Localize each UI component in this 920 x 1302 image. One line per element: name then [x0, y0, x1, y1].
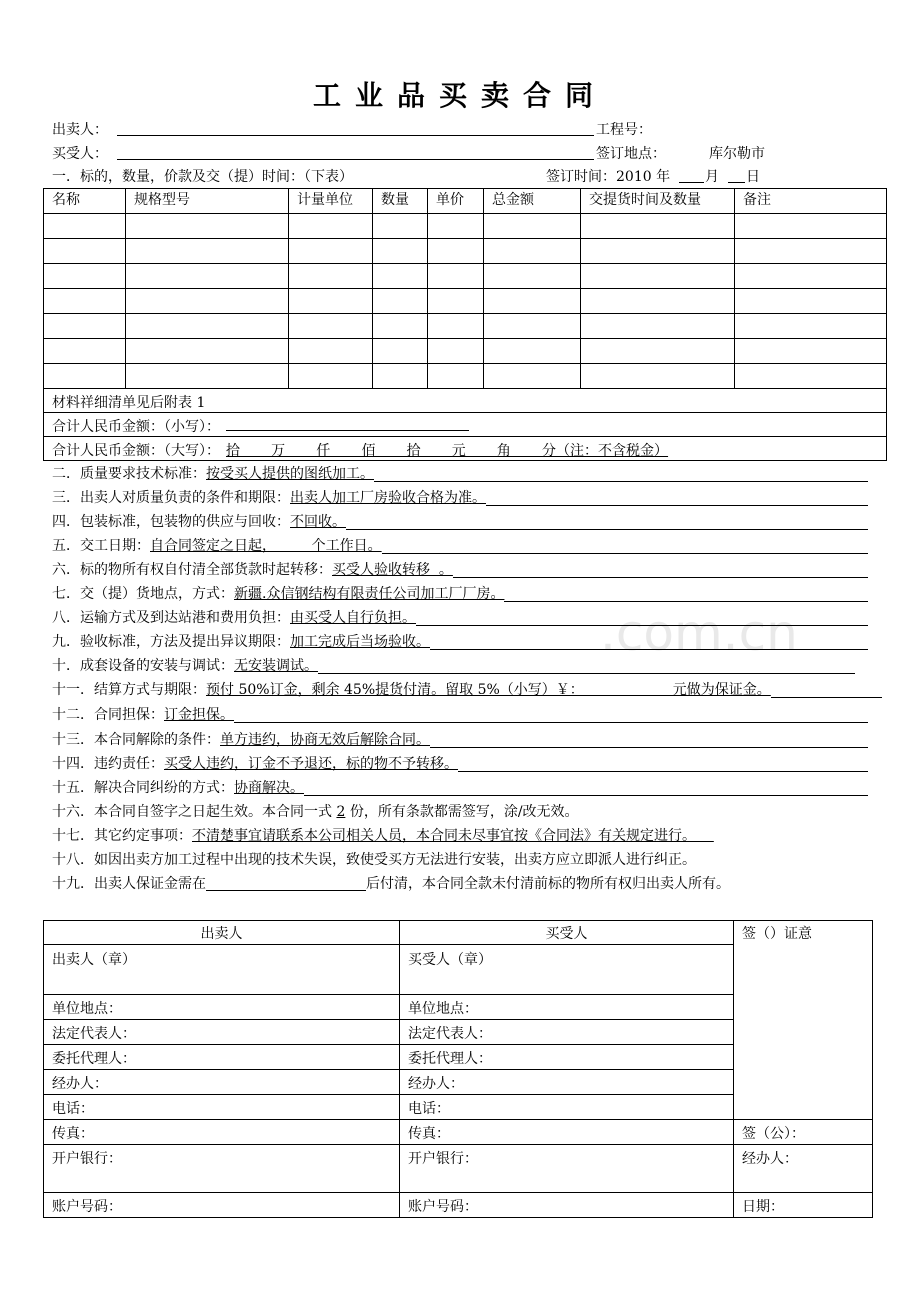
seller-column-header: 出卖人: [44, 921, 400, 945]
month-input-line[interactable]: [679, 182, 704, 183]
clause-fill-line: [771, 697, 882, 698]
clause-value[interactable]: 由买受人自行负担。: [290, 610, 416, 626]
clause-value[interactable]: 自合同签定之日起， 个工作日。: [150, 538, 382, 554]
seller-handler[interactable]: 经办人：: [44, 1070, 400, 1095]
total-small-input[interactable]: [226, 416, 469, 431]
clause-13: [52, 731, 430, 749]
table-row[interactable]: [44, 364, 887, 389]
clause-19-deadline-input[interactable]: [206, 875, 366, 891]
seller-input-line[interactable]: [117, 135, 594, 136]
buyer-stamp-label: 买受人（章）: [408, 952, 492, 968]
section1-heading: 一．标的，数量，价款及交（提）时间：（下表）: [52, 169, 353, 185]
clause-19-text-b: 后付清，本合同全款未付清前标的物所有权归出卖人所有。: [366, 876, 730, 892]
clause-10: [52, 657, 318, 675]
clause-value[interactable]: 预付 50%订金，剩余 45%提货付清。留取 5%（小写）￥： 元做为保证金。: [206, 682, 771, 698]
clause-label: 五．交工日期：: [52, 538, 150, 554]
buyer-handler[interactable]: 经办人：: [400, 1070, 734, 1095]
clause-17-value[interactable]: 不清楚事宜请联系本公司相关人员，本合同未尽事宜按《合同法》有关规定进行。: [192, 828, 696, 844]
notary-opinion-label: 签（）证意: [742, 926, 812, 942]
clause-label: 十一．结算方式与期限：: [52, 682, 206, 698]
buyer-legal-rep[interactable]: 法定代表人：: [400, 1020, 734, 1045]
clause-value[interactable]: 协商解决。: [234, 780, 304, 796]
material-note: 材料祥细清单见后附表 1: [44, 389, 887, 413]
buyer-address[interactable]: 单位地点：: [400, 995, 734, 1020]
buyer-bank[interactable]: 开户银行：: [400, 1145, 734, 1193]
clause-value[interactable]: 买受人违约，订金不予退还，标的物不予转移。: [164, 756, 458, 772]
day-input-line[interactable]: [728, 182, 745, 183]
clause-fill-line: [304, 795, 868, 796]
signature-table: [43, 920, 873, 1218]
clause-label: 九．验收标准，方法及提出异议期限：: [52, 634, 290, 650]
clause-16-text-a: 十六．本合同自签字之日起生效。本合同一式: [52, 804, 337, 820]
notary-stamp[interactable]: 签（公）：: [734, 1120, 873, 1145]
clause-value[interactable]: 单方违约，协商无效后解除合同。: [220, 732, 430, 748]
seller-agent[interactable]: 委托代理人：: [44, 1045, 400, 1070]
sign-time-label: 签订时间：2010 年: [546, 169, 671, 185]
buyer-agent[interactable]: 委托代理人：: [400, 1045, 734, 1070]
notary-opinion-cell[interactable]: [734, 921, 873, 1120]
total-small-row: [44, 413, 887, 437]
clause-16: [52, 803, 579, 821]
clause-fill-line: [458, 771, 868, 772]
clause-6: [52, 561, 453, 579]
clause-16-text-c: 份，所有条款都需签写，涂/改无效。: [345, 804, 579, 820]
clause-fill-line: [430, 649, 868, 650]
clause-2: [52, 465, 374, 483]
table-row[interactable]: [44, 314, 887, 339]
seller-legal-rep[interactable]: 法定代表人：: [44, 1020, 400, 1045]
table-row[interactable]: [44, 214, 887, 239]
clause-label: 七．交（提）货地点，方式：: [52, 586, 234, 602]
clause-16-copies[interactable]: 2: [336, 804, 346, 820]
total-big-row: [44, 437, 887, 461]
clause-9: [52, 633, 430, 651]
clause-label: 十三．本合同解除的条件：: [52, 732, 220, 748]
clause-fill-line: [486, 505, 868, 506]
buyer-input-line[interactable]: [117, 159, 594, 160]
watermark: .com.cn: [600, 604, 798, 662]
col-header-spec: 规格型号: [126, 189, 289, 214]
seller-fax[interactable]: 传真：: [44, 1120, 400, 1145]
clause-value[interactable]: 出卖人加工厂房验收合格为准。: [290, 490, 486, 506]
col-header-name: 名称: [44, 189, 126, 214]
buyer-column-header: 买受人: [400, 921, 734, 945]
clause-12: [52, 706, 234, 724]
clause-label: 四．包装标准，包装物的供应与回收：: [52, 514, 290, 530]
clause-fill-line: [234, 722, 868, 723]
seller-account[interactable]: 账户号码：: [44, 1193, 400, 1218]
clause-14: [52, 755, 458, 773]
col-header-total: 总金额: [484, 189, 581, 214]
clause-17-label: 十七．其它约定事项：: [52, 828, 192, 844]
clause-value[interactable]: 订金担保。: [164, 707, 234, 723]
col-header-price: 单价: [428, 189, 484, 214]
clause-fill-line: [382, 553, 868, 554]
project-label: 工程号：: [596, 122, 652, 138]
clause-17: [52, 827, 714, 845]
col-header-qty: 数量: [373, 189, 428, 214]
clause-fill-line: [453, 577, 868, 578]
sign-place: 库尔勒市: [709, 146, 765, 162]
clause-fill-line: [416, 625, 868, 626]
clause-value[interactable]: 按受买人提供的图纸加工。: [206, 466, 374, 482]
clause-fill-line: [430, 747, 868, 748]
clause-7: [52, 585, 504, 603]
total-big-units[interactable]: 拾 万 仟 佰 拾 元 角 分（注：不含税金）: [226, 443, 669, 459]
clause-fill-line: [346, 529, 868, 530]
clause-8: [52, 609, 416, 627]
total-big-label: 合计人民币金额：（大写）：: [52, 443, 220, 459]
notary-date[interactable]: 日期：: [734, 1193, 873, 1218]
clause-18: 十八．如因出卖方加工过程中出现的技术失误，致使受买方无法进行安装，出卖方应立即派人进行纠正。: [52, 852, 696, 868]
table-row[interactable]: [44, 264, 887, 289]
seller-label: 出卖人：: [52, 122, 108, 138]
seller-address[interactable]: 单位地点：: [44, 995, 400, 1020]
clause-label: 十四．违约责任：: [52, 756, 164, 772]
seller-stamp-label: 出卖人（章）: [52, 952, 136, 968]
seller-bank[interactable]: 开户银行：: [44, 1145, 400, 1193]
clause-value[interactable]: 不回收。: [290, 514, 346, 530]
seller-stamp-cell[interactable]: [44, 945, 400, 995]
sign-place-label: 签订地点：: [596, 146, 666, 162]
goods-header-row: [44, 189, 887, 214]
buyer-account[interactable]: 账户号码：: [400, 1193, 734, 1218]
buyer-phone[interactable]: 电话：: [400, 1095, 734, 1120]
clause-label: 六．标的物所有权自付清全部货款时起转移：: [52, 562, 332, 578]
table-row[interactable]: [44, 239, 887, 264]
notary-handler[interactable]: 经办人：: [734, 1145, 873, 1193]
clause-label: 二．质量要求技术标准：: [52, 466, 206, 482]
clause-5: [52, 537, 382, 555]
seller-phone[interactable]: 电话：: [44, 1095, 400, 1120]
clause-fill-line: [318, 673, 855, 674]
col-header-remark: 备注: [735, 189, 887, 214]
day-label: 日: [746, 169, 760, 185]
clause-value[interactable]: 加工完成后当场验收。: [290, 634, 430, 650]
clause-value[interactable]: 买受人验收转移 。: [332, 562, 453, 578]
clause-label: 三．出卖人对质量负责的条件和期限：: [52, 490, 290, 506]
clause-value[interactable]: 无安装调试。: [234, 658, 318, 674]
clause-19-text-a: 十九．出卖人保证金需在: [52, 876, 206, 892]
buyer-stamp-cell[interactable]: [400, 945, 734, 995]
clause-label: 十二．合同担保：: [52, 707, 164, 723]
clause-label: 十五．解决合同纠纷的方式：: [52, 780, 234, 796]
material-note-row: [44, 389, 887, 413]
clause-3: [52, 489, 486, 507]
page-title: 工业品买卖合同: [312, 79, 607, 112]
col-header-delivery: 交提货时间及数量: [581, 189, 735, 214]
goods-table: [43, 188, 887, 461]
total-small-label: 合计人民币金额：（小写）：: [52, 419, 220, 435]
total-small-cell: [44, 413, 887, 437]
buyer-fax[interactable]: 传真：: [400, 1120, 734, 1145]
clause-value[interactable]: 新疆.众信钢结构有限责任公司加工厂厂房。: [234, 586, 505, 602]
clause-19: [52, 875, 730, 893]
buyer-label: 买受人：: [52, 146, 108, 162]
clause-15: [52, 779, 304, 797]
clause-11: [52, 681, 771, 699]
table-row[interactable]: [44, 289, 887, 314]
col-header-unit: 计量单位: [289, 189, 373, 214]
clause-4: [52, 513, 346, 531]
clause-fill-line: [504, 601, 868, 602]
total-big-cell: [44, 437, 887, 461]
clause-label: 八．运输方式及到达站港和费用负担：: [52, 610, 290, 626]
table-row[interactable]: [44, 339, 887, 364]
clause-fill-line: [374, 481, 868, 482]
month-label: 月: [705, 169, 719, 185]
clause-label: 十．成套设备的安装与调试：: [52, 658, 234, 674]
